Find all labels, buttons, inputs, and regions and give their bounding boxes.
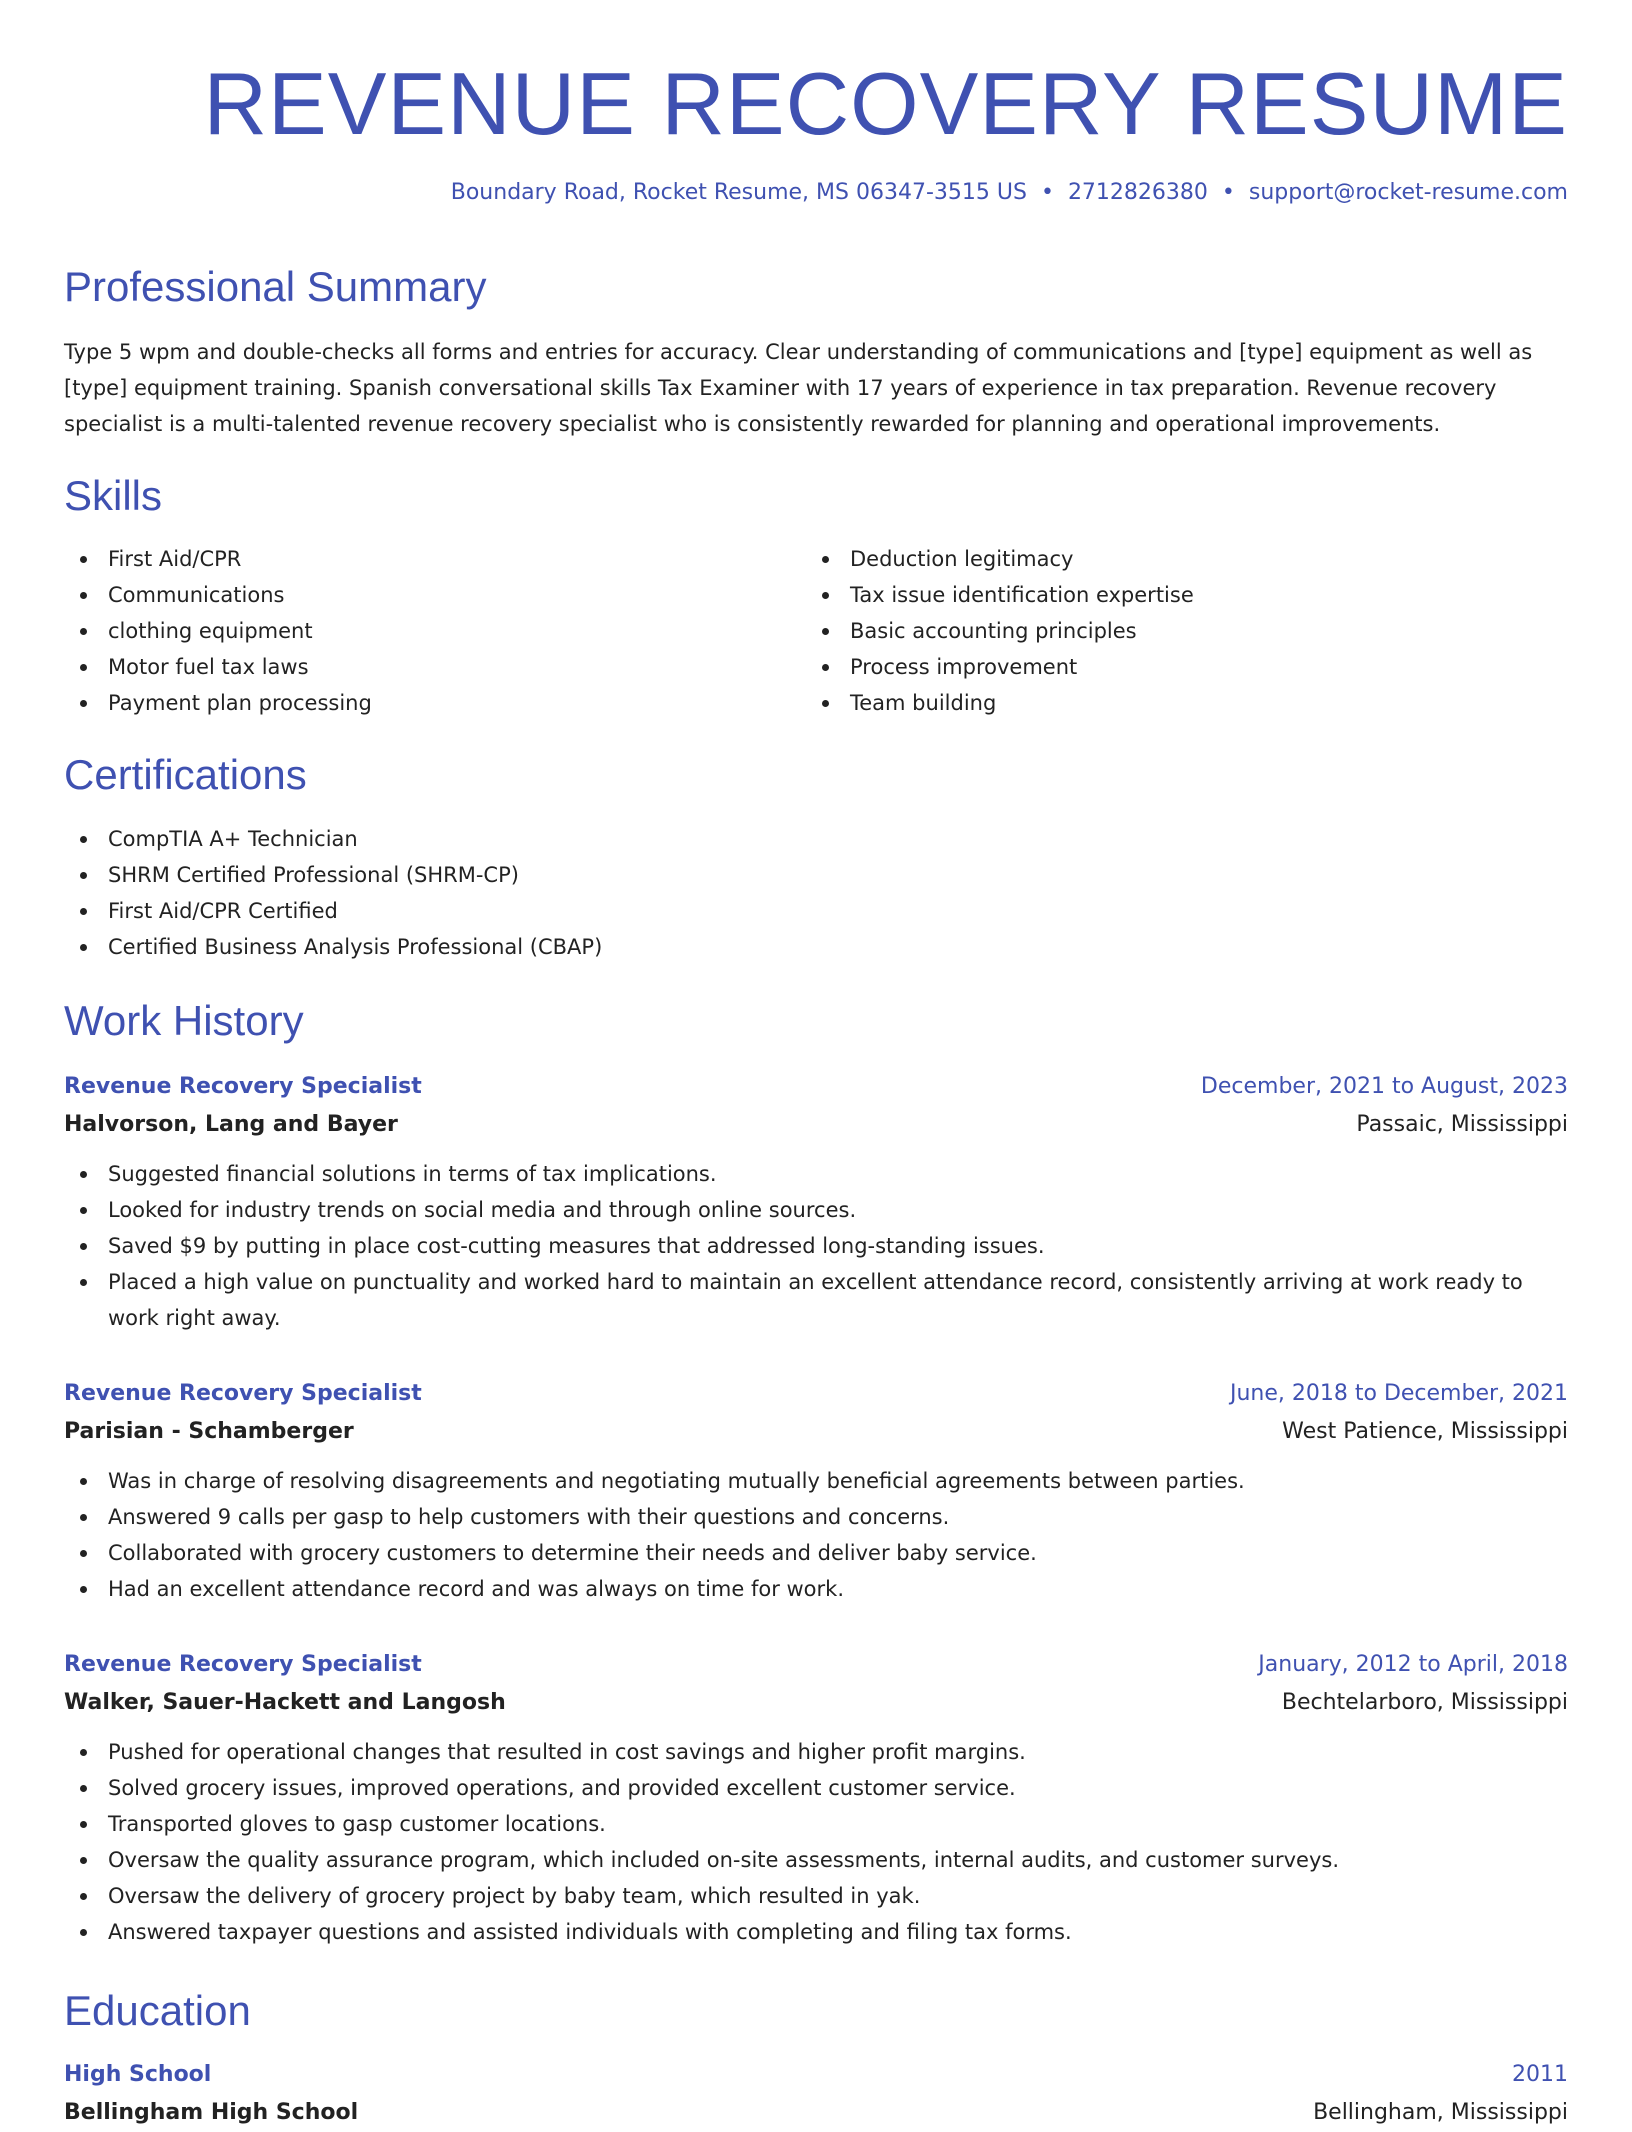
job-entry <box>64 1068 1568 1336</box>
skill-item: Deduction legitimacy <box>806 541 1506 577</box>
job-bullet: Was in charge of resolving disagreements and negotiating mutually beneficial agreements between parties. <box>64 1463 1568 1499</box>
skills-column-left <box>64 541 764 721</box>
job-bullet: Saved $9 by putting in place cost-cutting measures that addressed long-standing issues. <box>64 1228 1568 1264</box>
certification-item: First Aid/CPR Certified <box>64 893 1568 929</box>
job-dates: January, 2012 to April, 2018 <box>1258 1652 1568 1677</box>
job-bullets <box>64 1463 1568 1607</box>
contact-phone: 2712826380 <box>1067 180 1208 205</box>
certification-item: CompTIA A+ Technician <box>64 821 1568 857</box>
company-name: Halvorson, Lang and Bayer <box>64 1112 398 1137</box>
skill-item: clothing equipment <box>64 613 764 649</box>
job-bullet: Collaborated with grocery customers to determine their needs and deliver baby service. <box>64 1535 1568 1571</box>
summary-text: Type 5 wpm and double-checks all forms and entries for accuracy. Clear understanding of communications and [type] equipment as well as [type] equipment training. Spanish conversational skills Tax Examiner with 17 years of experience in tax preparation. Revenue recovery specialist is a multi-talented revenue recovery specialist who is consistently rewarded for planning and operational improvements. <box>64 340 1533 436</box>
certification-item: SHRM Certified Professional (SHRM-CP) <box>64 857 1568 893</box>
company-name: Walker, Sauer-Hackett and Langosh <box>64 1690 506 1715</box>
skill-item: Basic accounting principles <box>806 613 1506 649</box>
job-bullet: Answered 9 calls per gasp to help customers with their questions and concerns. <box>64 1499 1568 1535</box>
job-bullet: Oversaw the quality assurance program, which included on-site assessments, internal audits, and customer surveys. <box>64 1842 1568 1878</box>
skill-item: Communications <box>64 577 764 613</box>
job-bullet: Transported gloves to gasp customer locations. <box>64 1806 1568 1842</box>
job-bullet: Looked for industry trends on social media and through online sources. <box>64 1192 1568 1228</box>
education-degree: High School <box>64 2062 212 2087</box>
job-dates: December, 2021 to August, 2023 <box>1200 1074 1568 1099</box>
skill-item: Team building <box>806 685 1506 721</box>
education-school: Bellingham High School <box>64 2100 359 2125</box>
skill-item: Motor fuel tax laws <box>64 649 764 685</box>
resume-title: REVENUE RECOVERY RESUME <box>203 54 1568 153</box>
section-heading-summary: Professional Summary <box>64 263 487 310</box>
skill-item: Payment plan processing <box>64 685 764 721</box>
skills-column-right <box>806 541 1506 721</box>
job-bullet: Placed a high value on punctuality and worked hard to maintain an excellent attendance record, consistently arriving at work ready to work right away. <box>64 1264 1568 1336</box>
section-heading-education: Education <box>64 1987 251 2034</box>
certifications-list <box>64 821 1568 965</box>
skills-list <box>64 541 764 721</box>
skill-item: Tax issue identification expertise <box>806 577 1506 613</box>
job-title: Revenue Recovery Specialist <box>64 1381 422 1406</box>
contact-line <box>64 178 1568 208</box>
job-bullet: Pushed for operational changes that resulted in cost savings and higher profit margins. <box>64 1734 1568 1770</box>
job-dates: June, 2018 to December, 2021 <box>1229 1381 1568 1406</box>
contact-separator: • <box>1221 180 1235 205</box>
certification-item: Certified Business Analysis Professional (CBAP) <box>64 929 1568 965</box>
job-entry <box>64 1375 1568 1607</box>
certifications-block <box>64 821 1568 965</box>
education-location: Bellingham, Mississippi <box>1313 2100 1568 2125</box>
contact-email[interactable]: support@rocket-resume.com <box>1248 180 1568 205</box>
education-year: 2011 <box>1512 2062 1568 2087</box>
job-bullet: Suggested financial solutions in terms of tax implications. <box>64 1156 1568 1192</box>
education-entry <box>64 2056 1568 2132</box>
skill-item: First Aid/CPR <box>64 541 764 577</box>
skill-item: Process improvement <box>806 649 1506 685</box>
job-location: Bechtelarboro, Mississippi <box>1281 1690 1568 1715</box>
job-location: West Patience, Mississippi <box>1282 1419 1568 1444</box>
section-heading-certifications: Certifications <box>64 751 307 798</box>
resume-page <box>64 0 1568 2125</box>
job-bullet: Answered taxpayer questions and assisted individuals with completing and filing tax forms. <box>64 1914 1568 1950</box>
job-bullets <box>64 1734 1568 1950</box>
section-heading-work-history: Work History <box>64 997 304 1044</box>
contact-separator: • <box>1040 180 1054 205</box>
skills-list <box>806 541 1506 721</box>
job-title: Revenue Recovery Specialist <box>64 1074 422 1099</box>
contact-address: Boundary Road, Rocket Resume, MS 06347-3515 US <box>450 180 1027 205</box>
job-location: Passaic, Mississippi <box>1356 1112 1568 1137</box>
job-entry <box>64 1646 1568 1950</box>
job-bullet: Oversaw the delivery of grocery project by baby team, which resulted in yak. <box>64 1878 1568 1914</box>
job-bullets <box>64 1156 1568 1336</box>
job-bullet: Solved grocery issues, improved operations, and provided excellent customer service. <box>64 1770 1568 1806</box>
company-name: Parisian - Schamberger <box>64 1419 354 1444</box>
job-title: Revenue Recovery Specialist <box>64 1652 422 1677</box>
section-heading-skills: Skills <box>64 472 163 519</box>
job-bullet: Had an excellent attendance record and was always on time for work. <box>64 1571 1568 1607</box>
